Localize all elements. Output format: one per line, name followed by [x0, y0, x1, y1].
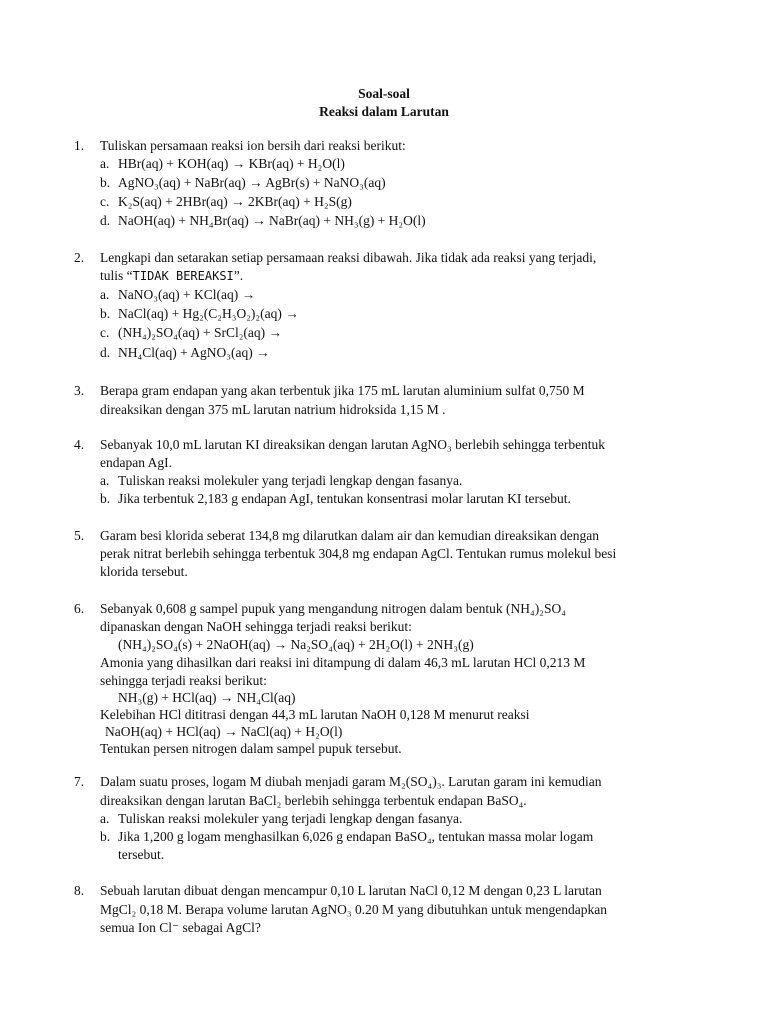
question-text: Sebanyak 0,608 g sampel pupuk yang mengandung nitrogen dalam bentuk (NH₄)₂SO₄ [100, 601, 566, 616]
question-text-fragment: tulis “ [100, 268, 133, 283]
sub-item-text: Jika 1,200 g logam menghasilkan 6,026 g endapan BaSO₄, tentukan massa molar logam [118, 829, 594, 844]
sub-item-text: NaNO₃(aq) + KCl(aq) → [118, 287, 256, 302]
question-text: endapan AgI. [100, 455, 172, 470]
sub-item-label: c. [100, 194, 110, 209]
question-text: Tentukan persen nitrogen dalam sampel pupuk tersebut. [100, 741, 402, 756]
sub-item-text: (NH₄)₂SO₄(aq) + SrCl₂(aq) → [118, 325, 283, 340]
question-text: MgCl₂ 0,18 M. Berapa volume larutan AgNO₃ 0.20 M yang dibutuhkan untuk mengendapkan [100, 902, 607, 917]
sub-item [100, 155, 345, 173]
sub-item-text: NaOH(aq) + NH₄Br(aq) → NaBr(aq) + NH₃(g) + H₂O(l) [118, 213, 426, 228]
question-text [100, 267, 243, 285]
sub-item-continuation: tersebut. [118, 847, 165, 862]
question-text: dipanaskan dengan NaOH sehingga terjadi reaksi berikut: [100, 619, 412, 634]
sub-item [100, 193, 352, 211]
question-text: Sebuah larutan dibuat dengan mencampur 0,10 L larutan NaCl 0,12 M dengan 0,23 L larutan [100, 883, 602, 898]
question-text: direaksikan dengan 375 mL larutan natrium hidroksida 1,15 M . [100, 402, 446, 417]
sub-item [100, 212, 426, 230]
sub-item-label: a. [100, 156, 110, 171]
sub-item-text: HBr(aq) + KOH(aq) → KBr(aq) + H₂O(l) [118, 156, 345, 171]
reaction-equation: NaOH(aq) + HCl(aq) → NaCl(aq) + H₂O(l) [105, 724, 343, 739]
sub-item [100, 828, 593, 846]
question-text: semua Ion Cl⁻ sebagai AgCl? [100, 920, 261, 935]
reaction-equation: NH₃(g) + HCl(aq) → NH₄Cl(aq) [118, 690, 296, 705]
sub-item [100, 344, 270, 362]
sub-item-label: a. [100, 811, 110, 826]
question-text: direaksikan dengan larutan BaCl₂ berlebih sehingga terbentuk endapan BaSO₄. [100, 793, 527, 808]
sub-item-label: b. [100, 175, 111, 190]
page-title: Soal-soal [358, 86, 410, 101]
sub-item-label: b. [100, 491, 111, 506]
sub-item [100, 490, 571, 508]
sub-item-label: d. [100, 213, 111, 228]
sub-item-text: Tuliskan reaksi molekuler yang terjadi lengkap dengan fasanya. [118, 473, 463, 488]
question-text: Garam besi klorida seberat 134,8 mg dilarutkan dalam air dan kemudian direaksikan dengan [100, 528, 599, 543]
sub-item-text: Tuliskan reaksi molekuler yang terjadi lengkap dengan fasanya. [118, 811, 463, 826]
sub-item [100, 286, 255, 304]
question-text: Berapa gram endapan yang akan terbentuk jika 175 mL larutan aluminium sulfat 0,750 M [100, 383, 585, 398]
question-text: Kelebihan HCl dititrasi dengan 44,3 mL larutan NaOH 0,128 M menurut reaksi [100, 707, 530, 722]
sub-item [100, 324, 282, 342]
sub-item-text: Jika terbentuk 2,183 g endapan AgI, tentukan konsentrasi molar larutan KI tersebut. [118, 491, 571, 506]
question-number: 1. [74, 138, 85, 153]
question-number: 3. [74, 383, 85, 398]
sub-item [100, 472, 462, 490]
tidak-bereaksi-label: TIDAK BEREAKSI [132, 269, 234, 283]
question-number: 6. [74, 601, 85, 616]
sub-item-label: a. [100, 473, 110, 488]
sub-item-text: NaCl(aq) + Hg₂(C₂H₃O₂)₂(aq) → [118, 306, 299, 321]
question-text: klorida tersebut. [100, 564, 188, 579]
sub-item-label: b. [100, 829, 111, 844]
sub-item-label: a. [100, 287, 110, 302]
sub-item [100, 305, 299, 323]
sub-item-text: K₂S(aq) + 2HBr(aq) → 2KBr(aq) + H₂S(g) [118, 194, 352, 209]
question-text: Sebanyak 10,0 mL larutan KI direaksikan dengan larutan AgNO₃ berlebih sehingga terbentuk [100, 437, 606, 452]
question-number: 8. [74, 883, 85, 898]
sub-item-label: d. [100, 345, 111, 360]
sub-item [100, 174, 386, 192]
sub-item-text: NH₄Cl(aq) + AgNO₃(aq) → [118, 345, 270, 360]
question-text: perak nitrat berlebih sehingga terbentuk 304,8 mg endapan AgCl. Tentukan rumus molekul besi [100, 546, 617, 561]
question-text: Amonia yang dihasilkan dari reaksi ini ditampung di dalam 46,3 mL larutan HCl 0,213 M [100, 655, 586, 670]
question-text: Tuliskan persamaan reaksi ion bersih dari reaksi berikut: [100, 138, 406, 153]
question-number: 2. [74, 250, 85, 265]
question-text: sehingga terjadi reaksi berikut: [100, 673, 267, 688]
page-subtitle: Reaksi dalam Larutan [319, 104, 449, 119]
question-number: 7. [74, 774, 85, 789]
question-text: Lengkapi dan setarakan setiap persamaan reaksi dibawah. Jika tidak ada reaksi yang terjadi, [100, 250, 597, 265]
sub-item-label: c. [100, 325, 110, 340]
sub-item-text: AgNO₃(aq) + NaBr(aq) → AgBr(s) + NaNO₃(aq) [118, 175, 386, 190]
sub-item [100, 810, 462, 828]
question-number: 5. [74, 528, 85, 543]
question-number: 4. [74, 437, 85, 452]
reaction-equation: (NH₄)₂SO₄(s) + 2NaOH(aq) → Na₂SO₄(aq) + 2H₂O(l) + 2NH₃(g) [118, 637, 474, 652]
sub-item-label: b. [100, 306, 111, 321]
question-text-fragment: ”. [233, 268, 244, 283]
question-text: Dalam suatu proses, logam M diubah menjadi garam M₂(SO₄)₃. Larutan garam ini kemudian [100, 774, 602, 789]
